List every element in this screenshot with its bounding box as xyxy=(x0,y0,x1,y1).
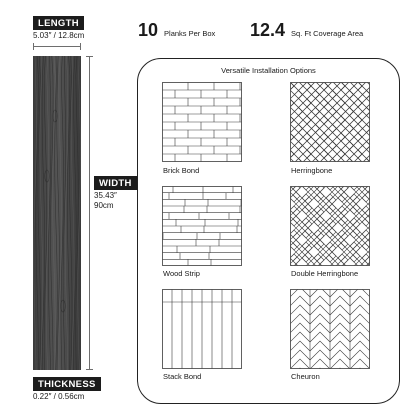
width-value-cm: 90cm xyxy=(94,201,114,210)
wood-strip-label: Wood Strip xyxy=(163,269,200,278)
wood-grain-graphic xyxy=(33,56,81,370)
length-dimension-line xyxy=(33,46,81,47)
planks-label: Planks Per Box xyxy=(164,29,216,38)
planks-number: 10 xyxy=(138,20,159,40)
installation-title: Versatile Installation Options xyxy=(221,66,316,75)
double-herringbone-pattern xyxy=(290,186,370,266)
coverage-area xyxy=(250,20,363,40)
length-badge: LENGTH xyxy=(33,16,84,30)
thickness-badge: THICKNESS xyxy=(33,377,101,391)
coverage-label: Sq. Ft Coverage Area xyxy=(291,29,364,38)
herringbone-pattern xyxy=(290,82,370,162)
length-tick-right xyxy=(80,43,81,50)
stack-bond-label: Stack Bond xyxy=(163,372,202,381)
width-value-in: 35.43″ xyxy=(94,191,117,200)
width-tick-top xyxy=(86,56,93,57)
length-tick-left xyxy=(33,43,34,50)
brick-bond-pattern xyxy=(162,82,242,162)
brick-bond-label: Brick Bond xyxy=(163,166,200,175)
wood-strip-pattern xyxy=(162,186,242,266)
installation-options-panel xyxy=(137,58,400,404)
width-dimension-line xyxy=(89,56,90,370)
width-badge: WIDTH xyxy=(94,176,137,190)
double-herringbone-label: Double Herringbone xyxy=(291,269,359,278)
chevron-pattern xyxy=(290,289,370,369)
herringbone-label: Herringbone xyxy=(291,166,333,175)
thickness-value: 0.22″ / 0.56cm xyxy=(33,392,85,401)
chevron-label: Cheuron xyxy=(291,372,320,381)
planks-per-box xyxy=(138,20,215,40)
plank-image xyxy=(33,56,81,370)
coverage-number: 12.4 xyxy=(250,20,286,40)
stack-bond-pattern xyxy=(162,289,242,369)
width-tick-bottom xyxy=(86,369,93,370)
length-value: 5.03″ / 12.8cm xyxy=(33,31,85,40)
